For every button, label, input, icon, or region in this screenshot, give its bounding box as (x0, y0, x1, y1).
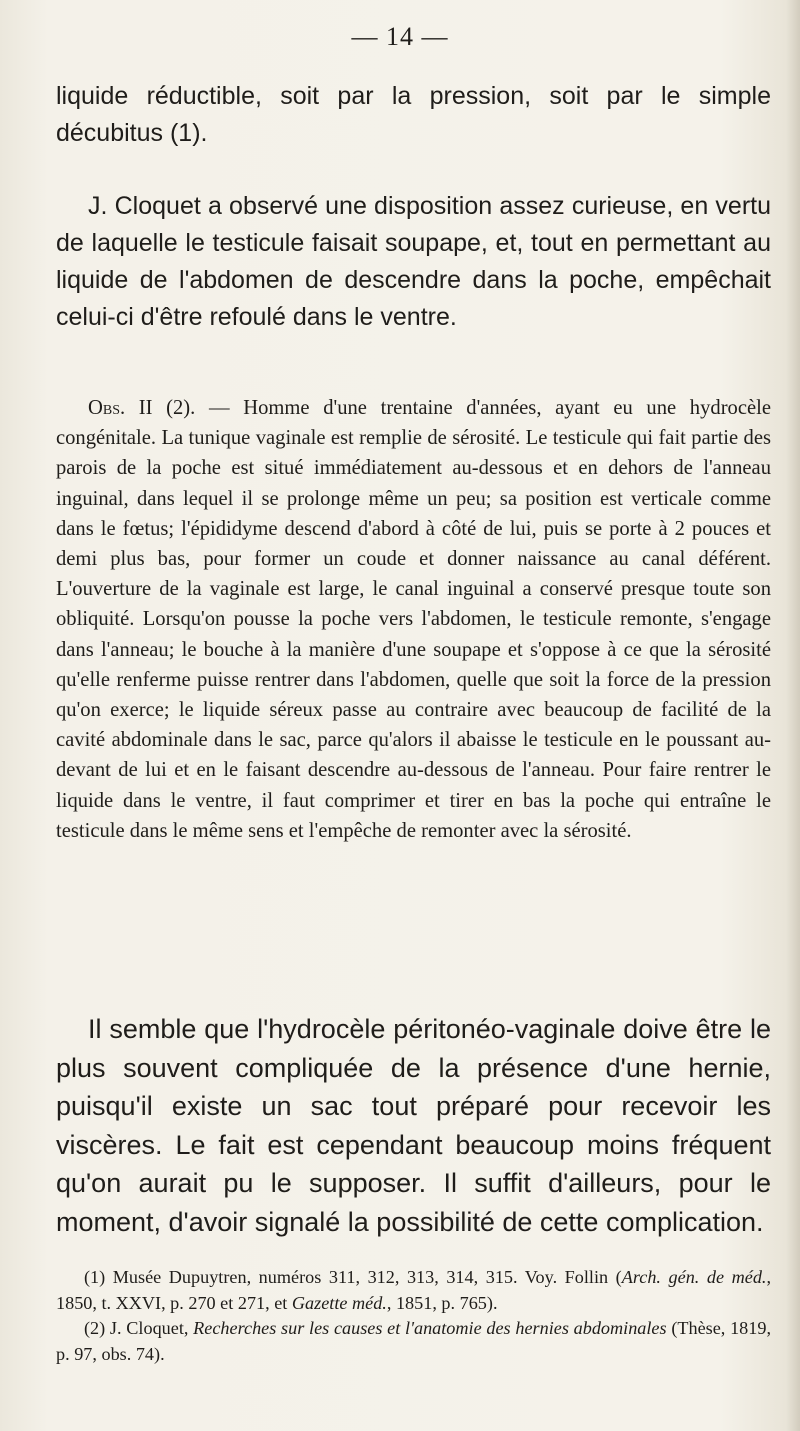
page-edge-shadow (786, 0, 800, 1431)
footnote-1-details: , 1850, t. XXVI, p. 270 et 271, et (56, 1267, 772, 1313)
footnote-1-journal: Arch. gén. de méd. (621, 1267, 767, 1287)
footnote-1-end: , 1851, p. 765). (386, 1292, 498, 1313)
observation-text: — Homme d'une trentaine d'années, ayant eu une hydrocèle congénitale. La tunique vaginale est remplie de sérosité. Le testicule qui fait partie des parois de la poche est situé immédiatement au-dessous et en dehors de l'anneau inguinal, dans lequel il se prolonge même un peu; sa position est verticale comme dans le fœtus; l'épididyme descend d'abord à côté de lui, puis se porte à 2 pouces et demi plus bas, pour former un coude et donner naissance au canal déférent. L'ouverture de la vaginale est large, le canal inguinal a conservé presque toute son obliquité. Lorsqu'on pousse la poche vers l'abdomen, le testicule remonte, s'engage dans l'anneau; le bouche à la manière d'une soupape et s'oppose à ce que la sérosité qu'elle renferme puisse rentrer dans l'abdomen, quelle que soit la force de la pression qu'on exerce; le liquide séreux passe au contraire avec beaucoup de facilité de la cavité abdominale dans le sac, parce qu'alors il abaisse le testicule en le poussant au-devant de lui et en le faisant descendre au-dessous de l'anneau. Pour faire rentrer le liquide dans le ventre, il faut comprimer et tirer en bas la poche qui entraîne le testicule dans le même sens et l'empêche de remonter avec la sérosité. (56, 397, 771, 842)
conclusion-paragraph: Il semble que l'hydrocèle péritonéo-vaginale doive être le plus souvent compliquée de la présence d'une hernie, puisqu'il existe un sac tout préparé pour recevoir les viscères. Le fait est cependant beaucoup moins fréquent qu'on aurait pu le supposer. Il suffit d'ailleurs, pour le moment, d'avoir signalé la possibilité de cette complication. (56, 1014, 771, 1237)
footnote-1 (56, 1265, 771, 1316)
footnote-2 (56, 1316, 771, 1367)
page-number: — 14 — (351, 22, 449, 51)
observation-label: Obs. II (2). (88, 397, 196, 419)
footnote-2-author: (2) J. Cloquet, (84, 1318, 194, 1338)
cloquet-paragraph: J. Cloquet a observé une disposition assez curieuse, en vertu de laquelle le testicule faisait soupape, et, tout en permettant au liquide de l'abdomen de descendre dans la poche, empêchait celui-ci d'être refoulé dans le ventre. (56, 192, 771, 331)
footnote-2-details: (Thèse, 1819, p. 97, obs. 74). (56, 1318, 772, 1364)
footnote-1-gazette: Gazette méd. (291, 1292, 387, 1313)
intro-paragraph: liquide réductible, soit par la pression, soit par le simple décubitus (1). (56, 82, 771, 147)
observation-paragraph (56, 393, 771, 846)
footnote-1-text: (1) Musée Dupuytren, numéros 311, 312, 313, 314, 315. Voy. Follin ( (84, 1267, 622, 1287)
footnotes (56, 1265, 771, 1367)
footnote-2-title: Recherches sur les causes et l'anatomie des hernies abdominales (193, 1318, 667, 1338)
